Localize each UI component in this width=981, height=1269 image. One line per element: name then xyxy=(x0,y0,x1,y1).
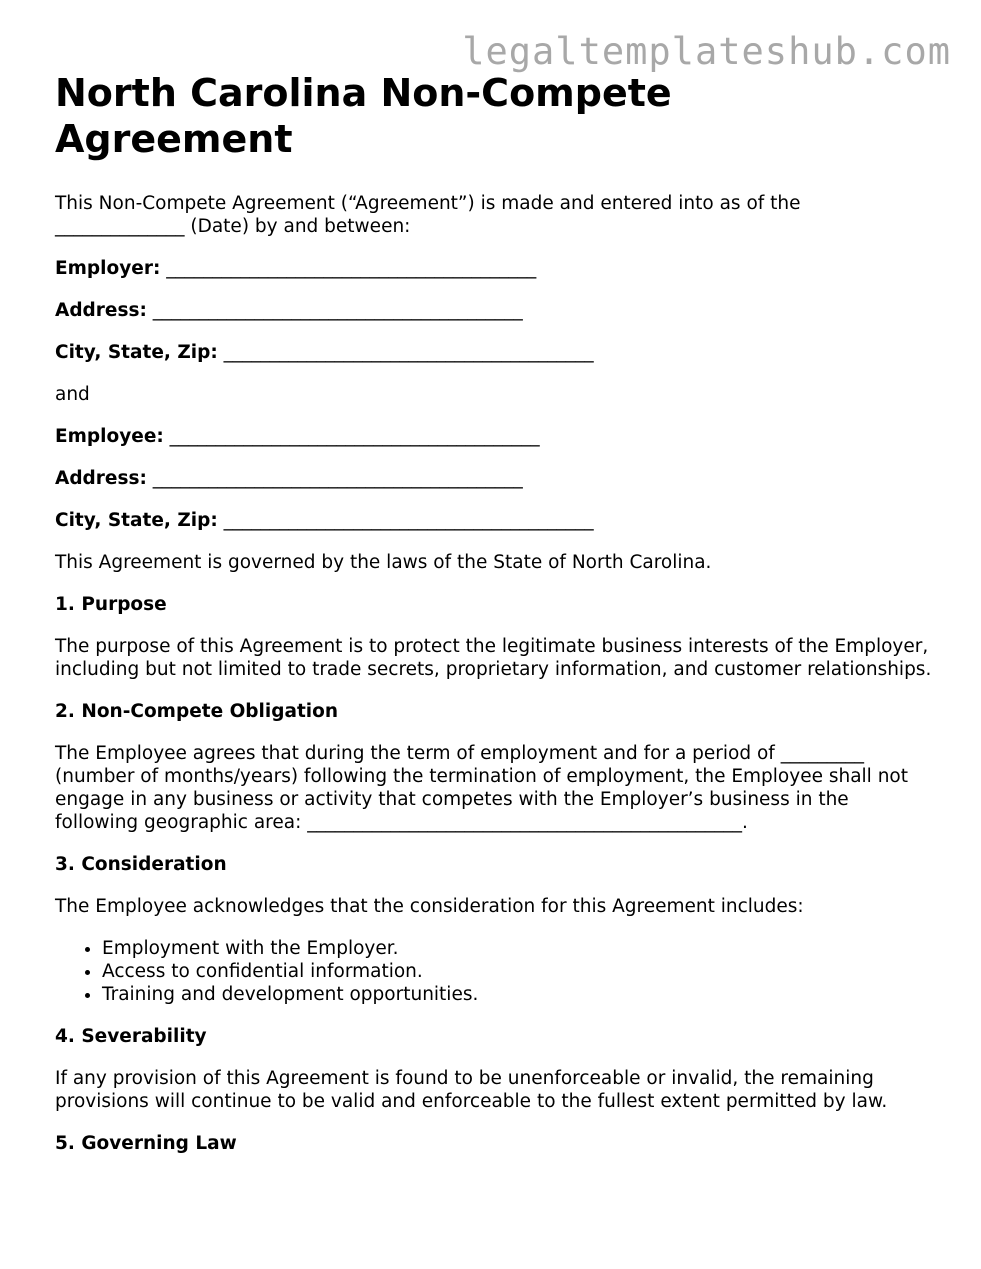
section-purpose-heading: 1. Purpose xyxy=(55,594,167,615)
document-title: North Carolina Non-Compete Agreement xyxy=(55,71,672,161)
section-noncompete-body: The Employee agrees that during the term of employment and for a period of _________ (number of months/years) following the termination of employment, the Employee shall not engage in any business or activity that competes with the Employer’s business in the following geographic area: _______________________________________________. xyxy=(55,743,908,833)
employer-city-field xyxy=(55,341,935,364)
employee-name-blank: ________________________________________ xyxy=(163,426,540,447)
document-page xyxy=(55,70,935,1155)
employee-city-blank: ________________________________________ xyxy=(217,510,594,531)
section-severability-heading: 4. Severability xyxy=(55,1026,207,1047)
section-purpose-body: The purpose of this Agreement is to protect the legitimate business interests of the Employer, including but not limited to trade secrets, proprietary information, and customer relationships. xyxy=(55,636,932,680)
governed-statement: This Agreement is governed by the laws of the State of North Carolina. xyxy=(55,552,712,573)
watermark: legaltemplateshub.com xyxy=(462,30,951,73)
consideration-list xyxy=(55,937,935,1006)
employer-name-label: Employer: xyxy=(55,258,161,279)
employee-address-field xyxy=(55,467,935,490)
employer-name-blank: ________________________________________ xyxy=(160,258,537,279)
section-consideration-body: The Employee acknowledges that the consideration for this Agreement includes: xyxy=(55,896,804,917)
employee-name-field xyxy=(55,425,935,448)
list-item: • Training and development opportunities. xyxy=(102,983,935,1006)
list-item: • Employment with the Employer. xyxy=(102,937,935,960)
employer-city-label: City, State, Zip: xyxy=(55,342,218,363)
section-governing-heading: 5. Governing Law xyxy=(55,1133,237,1154)
employee-name-label: Employee: xyxy=(55,426,164,447)
and-text: and xyxy=(55,384,90,405)
employer-name-field xyxy=(55,257,935,280)
employee-city-field xyxy=(55,509,935,532)
list-item: • Access to confidential information. xyxy=(102,960,935,983)
employee-address-blank: ________________________________________ xyxy=(146,468,523,489)
employer-address-blank: ________________________________________ xyxy=(146,300,523,321)
section-severability-body: If any provision of this Agreement is found to be unenforceable or invalid, the remaining provisions will continue to be valid and enforceable to the fullest extent permitted by law. xyxy=(55,1068,888,1112)
employer-city-blank: ________________________________________ xyxy=(217,342,594,363)
section-noncompete-heading: 2. Non-Compete Obligation xyxy=(55,701,339,722)
intro-paragraph: This Non-Compete Agreement (“Agreement”) is made and entered into as of the ______________ (Date) by and between: xyxy=(55,193,801,237)
employer-address-field xyxy=(55,299,935,322)
employee-address-label: Address: xyxy=(55,468,147,489)
employee-city-label: City, State, Zip: xyxy=(55,510,218,531)
section-consideration-heading: 3. Consideration xyxy=(55,854,227,875)
employer-address-label: Address: xyxy=(55,300,147,321)
